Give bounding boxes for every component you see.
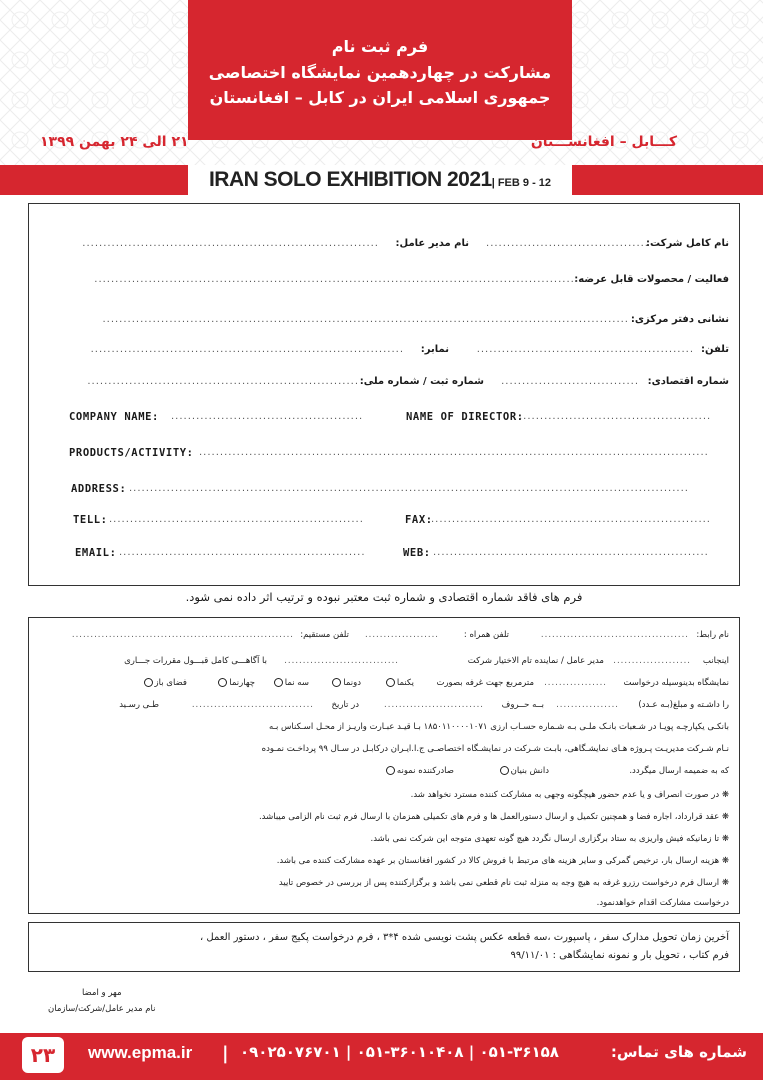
knowledge-based-radio[interactable] — [500, 766, 509, 775]
agreement-line3-d: طـی رسـید — [119, 700, 159, 710]
fax-fa-label: نمابر: — [420, 344, 449, 355]
signature-area — [48, 985, 155, 1017]
contact-phones: ۰۹۰۲۵۰۷۶۷۰۱ | ۰۵۱-۳۶۰۱۰۴۰۸ | ۰۵۱-۳۶۱۵۸ — [240, 1043, 559, 1061]
signature-label: مهر و امضا — [81, 988, 122, 998]
fax-fa-field[interactable]: ........................................................................... — [90, 344, 404, 355]
contact-name-field[interactable]: ........................................ — [540, 630, 689, 640]
reg-number-label: شماره ثبت / شماره ملی: — [359, 376, 484, 387]
agreement-line1-a: اینجانب — [702, 656, 729, 666]
applicant-name-field[interactable]: ..................... — [613, 656, 691, 666]
exhibition-city: کـــابل – افغانســـتان — [530, 134, 677, 150]
email-en-field[interactable]: ........................................................... — [119, 547, 366, 558]
booth-option-3-label: سه نما — [284, 678, 309, 688]
tell-en-field[interactable]: ............................................................. — [109, 514, 364, 525]
phone-fa-field[interactable]: .................................................... — [476, 344, 694, 355]
open-space-label: فضای باز — [154, 678, 187, 688]
booth-option-4-radio[interactable] — [218, 678, 227, 687]
address-fa-field[interactable]: .............................................................................................................................. — [102, 314, 629, 325]
model-exporter-label: صادرکننده نمونه — [396, 766, 454, 776]
rule-6: درخواست مشارکت اقدام خواهدنمود. — [596, 898, 729, 908]
form-title: فرم ثبت نام — [331, 37, 429, 56]
fax-en-label: FAX: — [405, 514, 433, 526]
validity-note: فرم های فاقد شماره اقتصادی و شماره ثبت معتبر نبوده و ترتیب اثر داده نمی شود. — [185, 590, 583, 604]
exhibition-title-line-1: مشارکت در چهاردهمین نمایشگاه اختصاصی — [208, 63, 552, 82]
exhibition-title-line-2: جمهوری اسلامی ایران در کابل – افغانستان — [209, 88, 551, 107]
director-name-en-field[interactable]: .............................................. — [519, 411, 712, 422]
date-field[interactable]: ................................. — [191, 700, 314, 710]
title-box — [188, 0, 572, 140]
activity-en-label: PRODUCTS/ACTIVITY: — [69, 447, 194, 459]
agreement-line3-a: را داشـته و مبلغ(بـه عـدد) — [638, 700, 729, 710]
tell-en-label: TELL: — [73, 514, 108, 526]
exhibition-banner — [188, 165, 572, 195]
rule-4: ❋ هزینه ارسال بار، ترخیص گمرکی و سایر هزینه های مرتبط با فروش کالا در کشور افغانستان بر عهده مشارکت کننده می باشد. — [276, 856, 729, 866]
booth-option-2-radio[interactable] — [332, 678, 341, 687]
agreement-line5: نـام شـرکت مدیریـت پـروژه هـای نمایشـگاهی، بابـت شـرکت در نمایشـگاه اختصاصـی ج.ا.ایـران درکابـل در سـال ۹۹ پرداخـت نمـوده — [261, 744, 729, 754]
agreement-line1-c: با آگاهـــی کامل قبـــول مقررات جـــاری — [124, 656, 267, 666]
phone-fa-label: تلفن: — [700, 344, 729, 355]
company-name-fa-label: نام کامل شرکت: — [646, 238, 729, 249]
agreement-line6-a: که به ضمیمه ارسال میگردد. — [629, 766, 729, 776]
area-field[interactable]: ................. — [544, 678, 607, 688]
open-space-radio[interactable] — [144, 678, 153, 687]
contact-name-label: نام رابط: — [696, 630, 729, 640]
booth-option-2-label: دونما — [343, 678, 361, 688]
direct-phone-field[interactable]: ............................................................ — [71, 630, 294, 640]
website-link[interactable]: www.epma.ir — [88, 1043, 193, 1062]
mobile-field[interactable]: .................... — [364, 630, 439, 640]
company-name-en-field[interactable]: .............................................. — [171, 411, 364, 422]
director-name-field[interactable]: ....................................................................... — [82, 238, 379, 249]
agreement-line2-b: مترمربع جهت غرفه بصورت — [436, 678, 534, 688]
fax-en-field[interactable]: ................................................................... — [431, 514, 711, 525]
agreement-line4: بانکـی یکپارچـه پویـا در شـعبات بانـک ملـی بـه شـماره حسـاب ارزی ۱۸۵۰۱۱۰۰۰۰۱۰۷۱ بـا قیـد عبـارت واریـز از محـل اسـکناس بـه — [268, 722, 729, 732]
amount-number-field[interactable]: ................. — [556, 700, 619, 710]
agreement-line2-a: نمایشگاه بدینوسیله درخواست — [623, 678, 729, 688]
rule-3: ❋ تا زمانیکه فیش واریزی به ستاد برگزاری ارسال نگردد هیچ گونه تعهدی متوجه این شرکت نمی باشد. — [370, 834, 729, 844]
activity-field[interactable]: .................................................................................................................... — [94, 274, 579, 285]
knowledge-based-label: دانش بنیان — [510, 766, 549, 776]
company-name-field[interactable]: ....................................... — [486, 238, 649, 249]
rule-2: ❋ عقد قرارداد، اجاره فضا و همچنین تکمیل و ارسال دستورالعمل ها و فرم های تکمیلی همزمان با ارسال فرم ثبت نام الزامی میباشد. — [258, 812, 729, 822]
agreement-box — [28, 617, 740, 914]
address-en-field[interactable]: ...................................................................................................................................... — [129, 483, 689, 494]
booth-option-1-label: یکنما — [396, 678, 414, 688]
booth-option-4-label: چهارنما — [229, 678, 255, 688]
signature-name-label: نام مدیر عامل/شرکت/سازمان — [48, 1004, 156, 1014]
address-en-label: ADDRESS: — [71, 483, 127, 495]
deadline-line1: آخرین زمان تحویل مدارک سفر ، پاسپورت ،سه قطعه عکس پشت نویسی شده ۴*۳ ، فرم درخواست پکیج سفر ، دستور العمل ، — [200, 932, 729, 943]
agreement-line1-b: مدیر عامل / نماینده تام الاختیار شرکت — [467, 656, 604, 666]
deadline-line2: فرم کتاب ، تحویل بار و نمونه نمایشگاهی : ۹۹/۱۱/۰۱ — [510, 950, 729, 961]
deadline-box — [28, 922, 740, 972]
booth-option-1-radio[interactable] — [386, 678, 395, 687]
email-en-label: EMAIL: — [75, 547, 117, 559]
company-field[interactable]: ............................... — [284, 656, 399, 666]
director-name-fa-label: نام مدیر عامل: — [395, 238, 469, 249]
agreement-line3-b: بــه حــروف — [501, 700, 544, 710]
contact-label: شماره های تماس: — [610, 1043, 747, 1061]
booth-option-3-radio[interactable] — [274, 678, 283, 687]
activity-en-field[interactable]: .......................................................................................................................... — [199, 447, 709, 458]
mobile-label: تلفن همراه : — [463, 630, 509, 640]
economic-code-label: شماره اقتصادی: — [647, 376, 729, 387]
direct-phone-label: تلفن مستقیم: — [300, 630, 349, 640]
web-en-field[interactable]: .................................................................. — [433, 547, 709, 558]
address-fa-label: نشانی دفتر مرکزی: — [630, 314, 729, 325]
reg-number-field[interactable]: ................................................................. — [87, 376, 359, 387]
company-info-form — [28, 203, 740, 586]
activity-fa-label: فعالیت / محصولات قابل عرضه: — [574, 274, 729, 285]
exhibition-name: IRAN SOLO EXHIBITION 2021 — [208, 168, 492, 191]
footer-divider: | — [222, 1043, 229, 1064]
exhibition-dates: | FEB 9 - 12 — [491, 177, 552, 189]
amount-words-field[interactable]: ........................... — [384, 700, 484, 710]
exhibition-date: ۲۱ الی ۲۴ بهمن ۱۳۹۹ — [40, 134, 189, 150]
rule-5: ❋ ارسال فرم درخواست رزرو غرفه به هیچ وجه به منزله ثبت نام قطعی نمی باشد و برگزارکننده پس از بررسی در خصوص تایید — [278, 878, 729, 888]
director-name-en-label: NAME OF DIRECTOR: — [406, 411, 524, 423]
model-exporter-radio[interactable] — [386, 766, 395, 775]
page-number: ۲۳ — [22, 1037, 64, 1073]
web-en-label: WEB: — [403, 547, 431, 559]
rule-1: ❋ در صورت انصراف و یا عدم حضور هیچگونه وجهی به مشارکت کننده مسترد نخواهد شد. — [410, 790, 729, 800]
economic-code-field[interactable]: ................................. — [501, 376, 639, 387]
company-name-en-label: COMPANY NAME: — [69, 411, 159, 423]
agreement-line3-c: در تاریخ — [331, 700, 359, 710]
